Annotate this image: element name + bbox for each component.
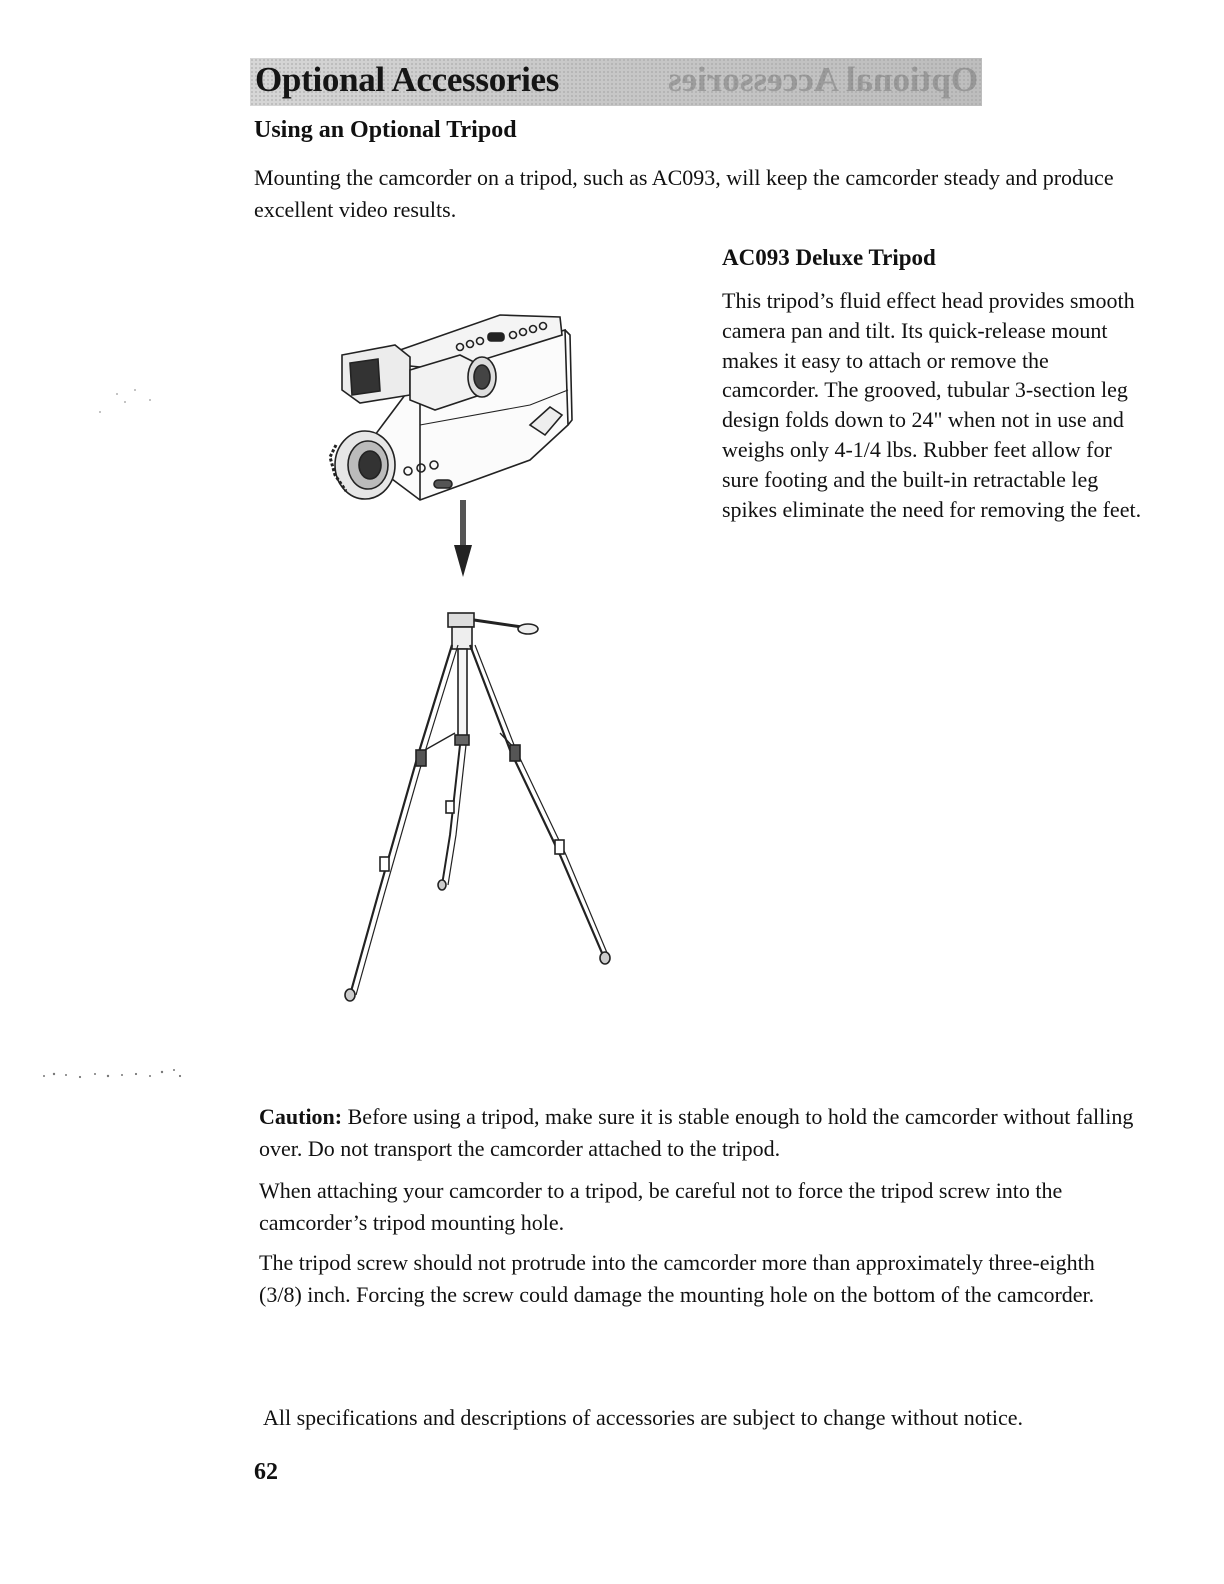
camcorder-tripod-illustration (300, 295, 630, 1015)
camcorder-drawing (330, 315, 572, 500)
section-banner (250, 58, 982, 106)
down-arrow-icon (454, 500, 472, 577)
scan-speck-left (40, 1062, 190, 1086)
caution-label: Caution: (259, 1104, 343, 1129)
protrude-note: The tripod screw should not protrude into the camcorder more than approximately three-eighth (3/8) inch. Forcing the screw could damage the mounting hole on the bottom of the camcorder. (259, 1250, 1095, 1307)
section-heading: Using an Optional Tripod (254, 117, 517, 143)
intro-paragraph: Mounting the camcorder on a tripod, such as AC093, will keep the camcorder steady and produce excellent video results. (254, 165, 1114, 222)
tripod-drawing (345, 613, 610, 1001)
caution-paragraph (259, 1101, 1139, 1165)
caution-text: Before using a tripod, make sure it is stable enough to hold the camcorder without falling over. Do not transport the camcorder attached to the tripod. (259, 1104, 1134, 1161)
attach-note: When attaching your camcorder to a tripod, be careful not to force the tripod screw into the camcorder’s tripod mounting hole. (259, 1178, 1063, 1235)
specifications-notice: All specifications and descriptions of accessories are subject to change without notice. (263, 1405, 1023, 1430)
product-description: This tripod’s fluid effect head provides smooth camera pan and tilt. Its quick-release mount makes it easy to attach or remove the camcorder. The grooved, tubular 3-section leg design folds down to 24" when not in use and weighs only 4-1/4 lbs. Rubber feet allow for sure footing and the built-in retractable leg spikes eliminate the need for removing the feet. (722, 288, 1142, 522)
page-number: 62 (254, 1459, 278, 1485)
product-heading: AC093 Deluxe Tripod (722, 245, 936, 270)
banner-bleedthrough-text: Optional Accessories (667, 60, 978, 99)
banner-title: Optional Accessories (255, 60, 560, 99)
scan-speck-margin (95, 382, 165, 422)
